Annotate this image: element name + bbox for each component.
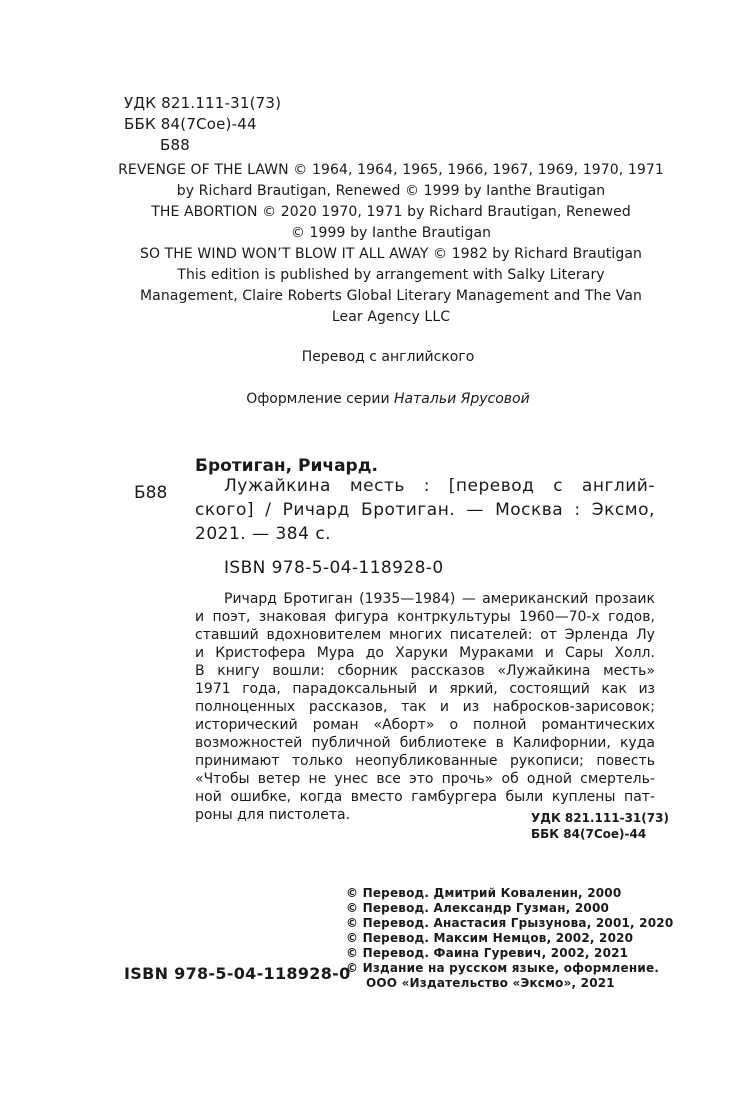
word: набросков-зарисовок; bbox=[492, 699, 655, 715]
word: неопубликованные bbox=[355, 753, 498, 769]
word: Лужайкина bbox=[224, 476, 331, 496]
word: прочь» bbox=[441, 771, 494, 787]
word: об bbox=[501, 771, 519, 787]
rights-line: © 1999 by Ianthe Brautigan bbox=[290, 225, 492, 241]
title-line bbox=[195, 522, 655, 546]
bbk-code: ББК 84(7Сое)-44 bbox=[531, 827, 647, 841]
word: месть» bbox=[603, 663, 655, 679]
word: все bbox=[376, 771, 401, 787]
word: ной bbox=[195, 789, 222, 805]
word: Эрленда bbox=[564, 627, 629, 643]
word: фигура bbox=[334, 609, 389, 625]
word: из bbox=[638, 681, 655, 697]
word: Кристофера bbox=[215, 645, 306, 661]
word: поэт, bbox=[212, 609, 251, 625]
word: и bbox=[428, 681, 438, 697]
word: «Лужайкина bbox=[497, 663, 591, 679]
word: публичной bbox=[311, 735, 391, 751]
word: роны для пистолета. bbox=[195, 807, 351, 823]
word: Эксмо, bbox=[591, 500, 655, 520]
word: унес bbox=[334, 771, 369, 787]
word: ставший bbox=[195, 627, 259, 643]
word: полноценных bbox=[195, 699, 296, 715]
annotation-line bbox=[195, 680, 655, 698]
word: : bbox=[574, 500, 581, 520]
word: и bbox=[544, 645, 554, 661]
word: Калифорнии, bbox=[513, 735, 611, 751]
design-prefix: Оформление серии bbox=[246, 391, 390, 407]
word: контркультуры bbox=[397, 609, 511, 625]
word: Москва bbox=[495, 500, 564, 520]
word: куплены bbox=[551, 789, 616, 805]
rights-line: This edition is published by arrangement with Salky Literary bbox=[177, 267, 605, 283]
copyright-line: © Перевод. Фаина Гуревич, 2002, 2021 bbox=[346, 946, 629, 960]
copyright-line: © Перевод. Анастасия Грызунова, 2001, 2020 bbox=[346, 916, 674, 930]
word: американский bbox=[482, 591, 589, 607]
word: ского] bbox=[195, 500, 254, 520]
word: так bbox=[401, 699, 427, 715]
word: до bbox=[365, 645, 384, 661]
word: знаковая bbox=[258, 609, 327, 625]
udk-code: УДК 821.111-31(73) bbox=[531, 811, 669, 825]
annotation-line bbox=[195, 698, 655, 716]
word: вместо bbox=[350, 789, 403, 805]
word: Бротиган. bbox=[361, 500, 456, 520]
word: — bbox=[461, 591, 476, 607]
word: месть bbox=[349, 476, 405, 496]
word: годов, bbox=[608, 609, 655, 625]
word: пат- bbox=[624, 789, 655, 805]
word: куда bbox=[619, 735, 655, 751]
word: англий- bbox=[581, 476, 655, 496]
rights-line: Management, Claire Roberts Global Literary Management and The Van bbox=[139, 288, 643, 304]
word: : bbox=[423, 476, 430, 496]
word: были bbox=[505, 789, 544, 805]
word: полной bbox=[473, 717, 527, 733]
word: это bbox=[409, 771, 434, 787]
designer-name: Натальи Ярусовой bbox=[394, 391, 530, 407]
word: многих bbox=[388, 627, 443, 643]
word: с bbox=[553, 476, 564, 496]
word: как bbox=[601, 681, 627, 697]
word: и bbox=[195, 609, 205, 625]
word: яркий, bbox=[449, 681, 498, 697]
word: роман bbox=[312, 717, 359, 733]
entry-isbn: ISBN 978-5-04-118928-0 bbox=[224, 558, 444, 578]
word: «Аборт» bbox=[373, 717, 435, 733]
catalog-codes-top bbox=[124, 93, 281, 156]
word: — bbox=[466, 500, 484, 520]
word: и bbox=[195, 645, 205, 661]
word: рассказов bbox=[410, 663, 485, 679]
rights-line: by Richard Brautigan, Renewed © 1999 by Ianthe Brautigan bbox=[176, 183, 606, 199]
word: смертель- bbox=[580, 771, 655, 787]
word: прозаик bbox=[594, 591, 655, 607]
word: Сары bbox=[565, 645, 604, 661]
word: ошибке, bbox=[230, 789, 292, 805]
copyright-line: ООО «Издательство «Эксмо», 2021 bbox=[366, 976, 615, 990]
word: из bbox=[462, 699, 480, 715]
annotation-line bbox=[195, 734, 655, 752]
word: Мура bbox=[316, 645, 355, 661]
title-line bbox=[195, 474, 655, 498]
word: возможностей bbox=[195, 735, 303, 751]
word: Лу bbox=[636, 627, 655, 643]
word: библиотеке bbox=[399, 735, 487, 751]
bbk-code: ББК 84(7Сое)-44 bbox=[124, 115, 257, 133]
word: Бротиган bbox=[283, 591, 353, 607]
word: исторический bbox=[195, 717, 298, 733]
copyright-line: © Перевод. Максим Немцов, 2002, 2020 bbox=[346, 931, 634, 945]
series-design-credit bbox=[100, 389, 676, 409]
word: рукописи; bbox=[509, 753, 584, 769]
word: романтических bbox=[541, 717, 655, 733]
entry-author: Бротиган, Ричард. bbox=[195, 456, 378, 476]
word: повесть bbox=[596, 753, 655, 769]
entry-title bbox=[195, 474, 655, 546]
word: одной bbox=[526, 771, 572, 787]
word: 1960—70-х bbox=[518, 609, 600, 625]
annotation-line bbox=[195, 770, 655, 788]
annotation-line bbox=[195, 716, 655, 734]
word: когда bbox=[299, 789, 343, 805]
copyright-line: © Перевод. Дмитрий Коваленин, 2000 bbox=[346, 886, 622, 900]
word: ветер bbox=[257, 771, 301, 787]
word: вдохновителем bbox=[266, 627, 382, 643]
word: [перевод bbox=[448, 476, 535, 496]
word: гамбургера bbox=[411, 789, 497, 805]
catalog-codes-right bbox=[531, 810, 669, 842]
udk-code: УДК 821.111-31(73) bbox=[124, 94, 282, 112]
copyright-line: © Издание на русском языке, оформление. bbox=[346, 961, 660, 975]
annotation-line bbox=[195, 590, 655, 608]
word: принимают bbox=[195, 753, 280, 769]
word: сборник bbox=[337, 663, 398, 679]
word: состоящий bbox=[509, 681, 590, 697]
word: 2021. — 384 с. bbox=[195, 524, 332, 544]
word: / bbox=[265, 500, 272, 520]
word: в bbox=[495, 735, 504, 751]
word: от bbox=[540, 627, 557, 643]
annotation-line bbox=[195, 626, 655, 644]
word: 1971 bbox=[195, 681, 231, 697]
isbn-bottom: ISBN 978-5-04-118928-0 bbox=[124, 964, 351, 983]
word: «Чтобы bbox=[195, 771, 250, 787]
word: года, bbox=[242, 681, 281, 697]
copyright-line: © Перевод. Александр Гузман, 2000 bbox=[346, 901, 610, 915]
title-line bbox=[195, 498, 655, 522]
word: Мураками bbox=[459, 645, 534, 661]
rights-line: SO THE WIND WON’T BLOW IT ALL AWAY © 1982 by Richard Brautigan bbox=[139, 246, 643, 262]
annotation bbox=[195, 590, 655, 824]
word: вошли: bbox=[272, 663, 325, 679]
annotation-line bbox=[195, 644, 655, 662]
word: (1935—1984) bbox=[359, 591, 456, 607]
rights-line: REVENGE OF THE LAWN © 1964, 1964, 1965, 1966, 1967, 1969, 1970, 1971 bbox=[118, 162, 664, 178]
annotation-line bbox=[195, 788, 655, 806]
word: книгу bbox=[217, 663, 260, 679]
word: о bbox=[449, 717, 459, 733]
copyright-list bbox=[346, 886, 673, 991]
word: Холл. bbox=[614, 645, 655, 661]
entry-author-mark: Б88 bbox=[134, 483, 168, 503]
word: Ричард bbox=[224, 591, 277, 607]
annotation-line bbox=[195, 608, 655, 626]
word: рассказов, bbox=[308, 699, 388, 715]
word: В bbox=[195, 663, 205, 679]
annotation-line bbox=[195, 662, 655, 680]
rights-notice bbox=[100, 160, 682, 328]
word: и bbox=[439, 699, 450, 715]
word: Ричард bbox=[282, 500, 350, 520]
word: парадоксальный bbox=[292, 681, 418, 697]
word: Харуки bbox=[395, 645, 449, 661]
word: писателей: bbox=[449, 627, 533, 643]
rights-line: Lear Agency LLC bbox=[331, 309, 451, 325]
rights-line: THE ABORTION © 2020 1970, 1971 by Richard Brautigan, Renewed bbox=[151, 204, 631, 220]
word: не bbox=[308, 771, 327, 787]
author-mark: Б88 bbox=[160, 136, 190, 154]
word: только bbox=[291, 753, 343, 769]
annotation-line bbox=[195, 752, 655, 770]
translated-from: Перевод с английского bbox=[301, 349, 475, 365]
